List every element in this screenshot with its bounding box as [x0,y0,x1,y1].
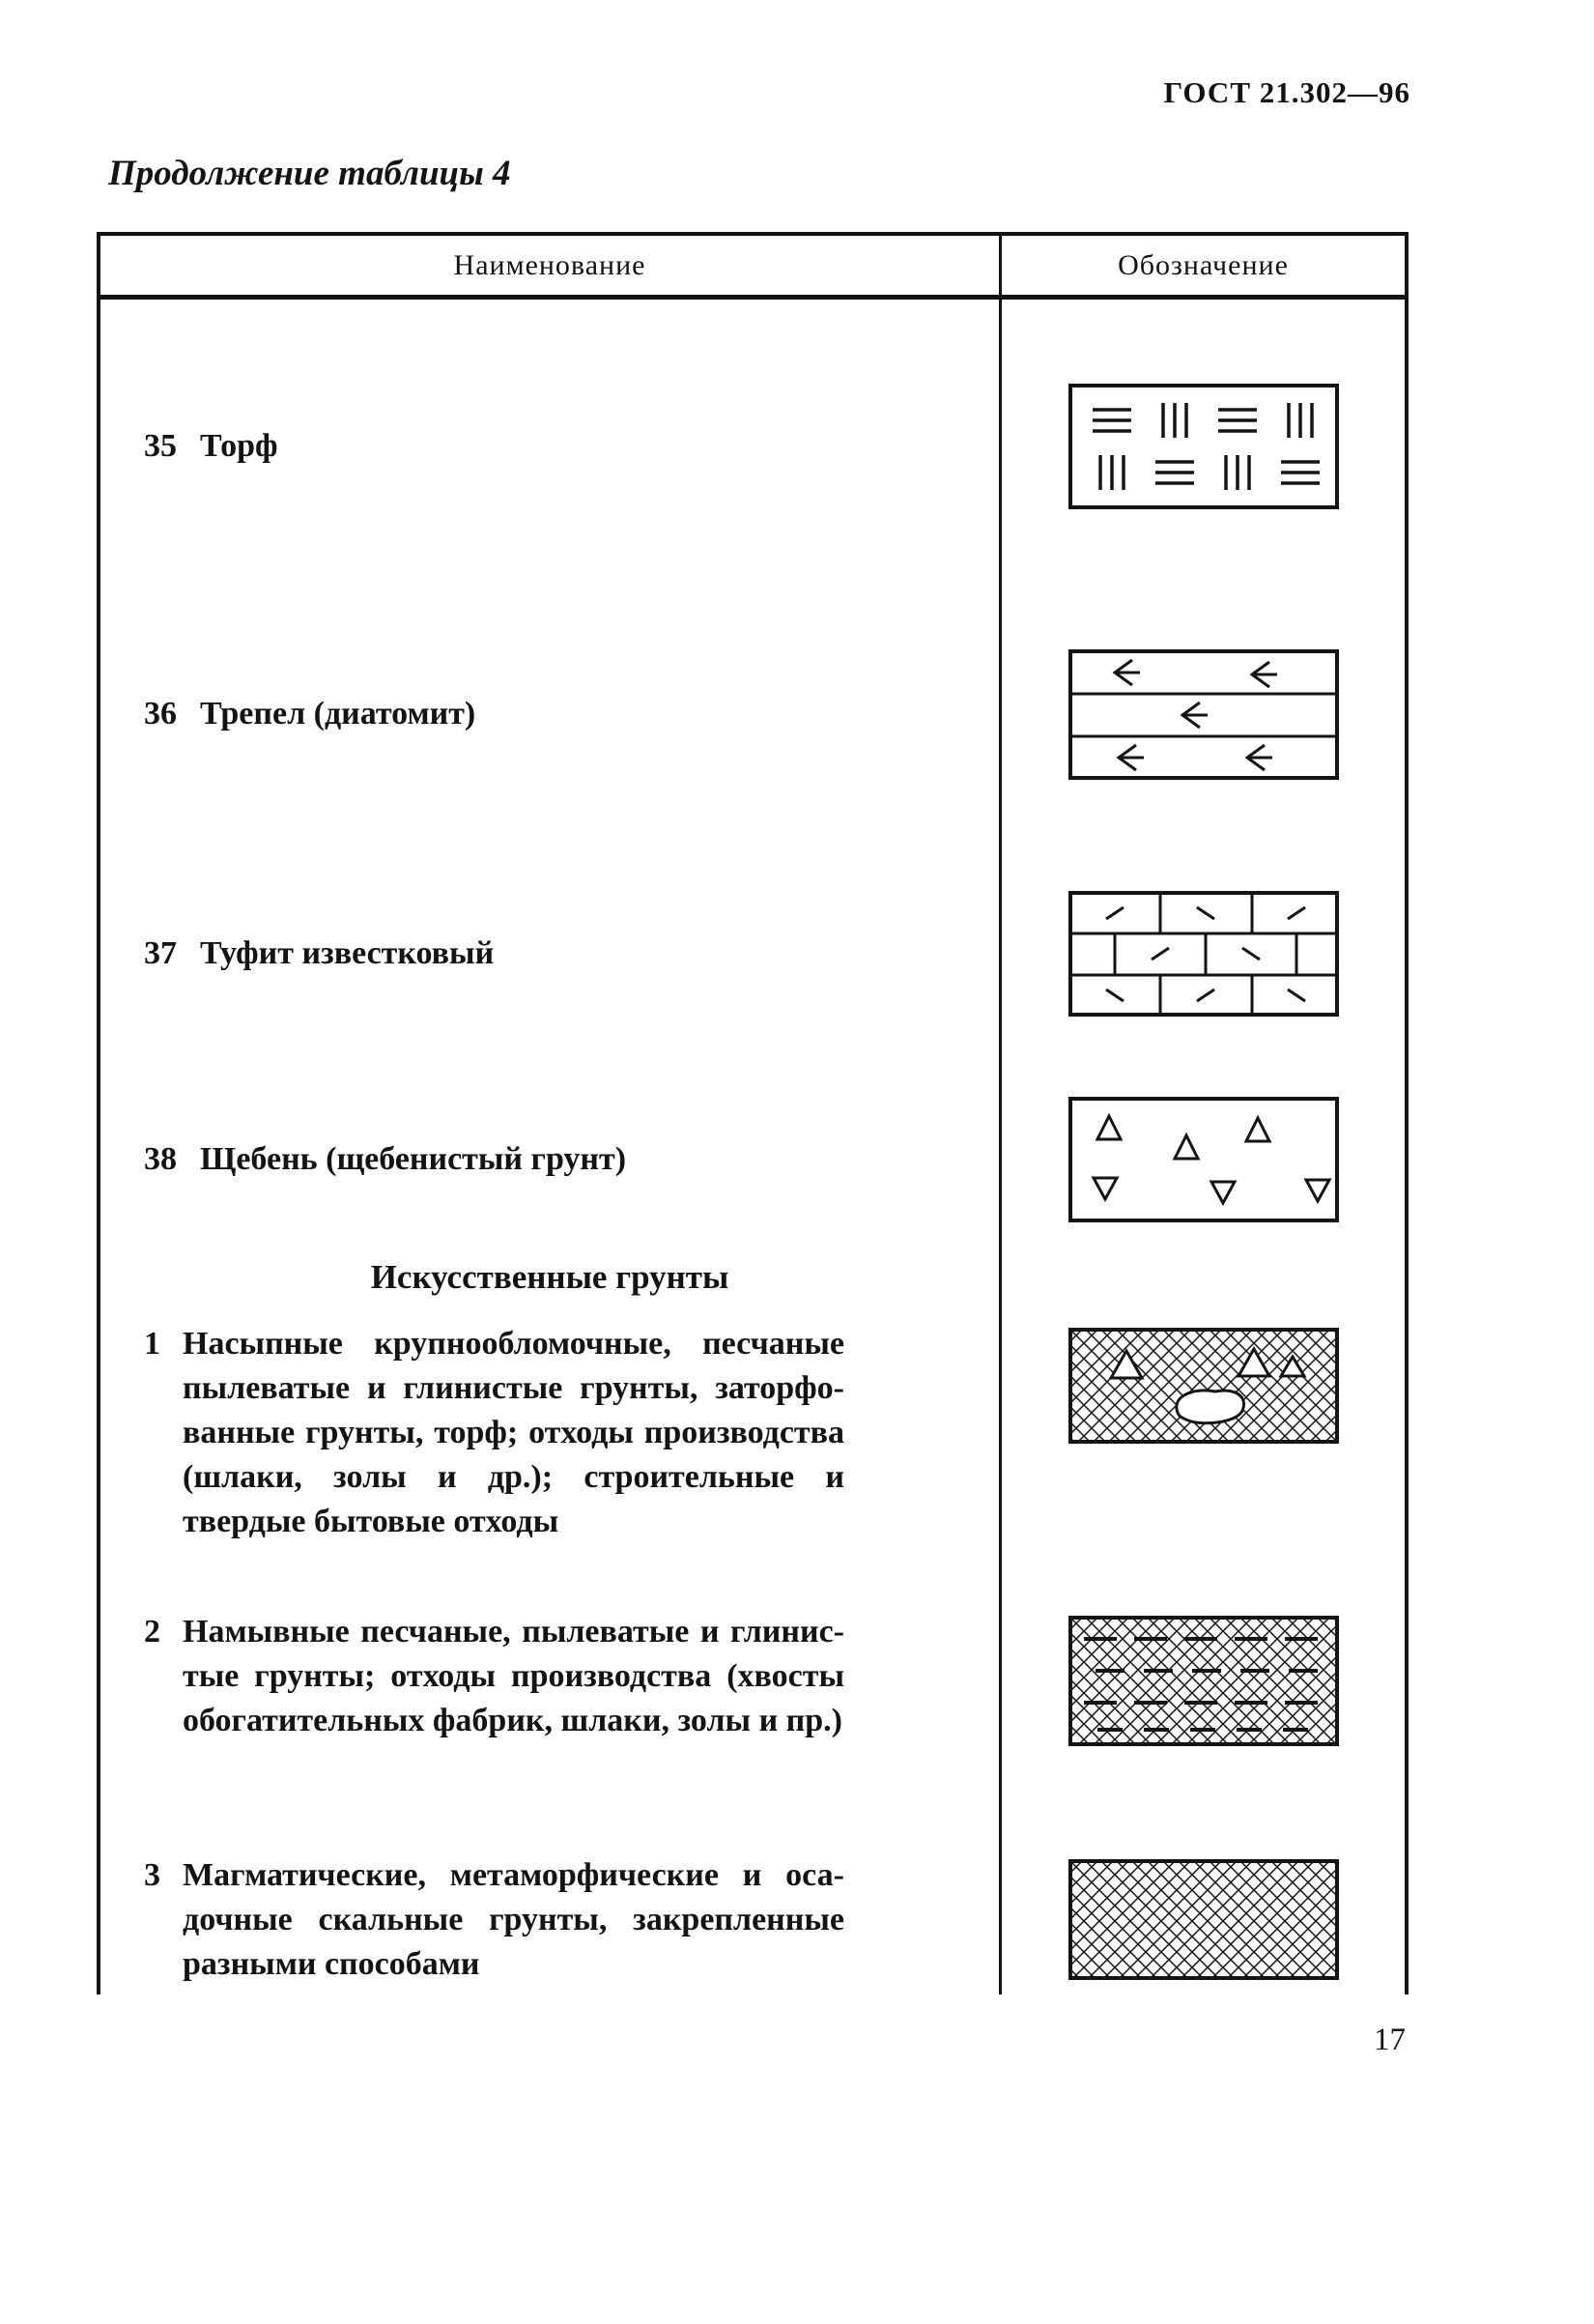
row-name-cell [100,1840,999,1994]
row-number: 35 [144,428,177,464]
symbols-table [97,232,1409,1994]
table-row-peat [100,300,1405,593]
table-row-fill-soil [100,1308,1405,1596]
row-name: Трепел (диатомит) [200,696,476,732]
row-name: Магматические, метаморфические и осадочные скальные грунты, закрепленные разными способами [183,1857,844,1982]
artificial-fill-soil-symbol-icon [1068,1328,1339,1444]
row-symbol-cell [999,593,1405,835]
row-number: 36 [144,696,177,732]
row-number: 3 [144,1857,160,1893]
alluvial-soil-symbol-icon [1068,1616,1339,1746]
row-symbol-cell [999,1840,1405,1994]
row-name-cell [100,1073,999,1247]
row-name-cell [100,835,999,1073]
row-name: Торф [200,428,278,464]
row-number: 38 [144,1141,177,1177]
reinforced-rock-symbol-icon [1068,1859,1339,1980]
table-caption: Продолжение таблицы 4 [108,154,511,193]
table-row-diatomite [100,593,1405,835]
row-symbol-cell [999,1596,1405,1840]
row-name-cell [100,1596,999,1840]
row-name: Туфит известковый [200,935,495,971]
row-name: Насыпные крупнообломочные, песчаные пылеватые и глинистые грунты, заторфованные грунты, торф; отходы производства (шлаки, золы и др.); строительные и твердые бытовые отходы [183,1326,844,1539]
table-row-crushed-stone [100,1073,1405,1247]
table-row-tuffite [100,835,1405,1073]
row-number: 2 [144,1614,160,1650]
column-header-name: Наименование [453,248,646,281]
peat-symbol-icon [1068,384,1339,509]
row-symbol-cell [999,300,1405,593]
row-name-cell [100,1308,999,1596]
row-symbol-cell [999,835,1405,1073]
row-name-cell [100,593,999,835]
row-name: Намывные песчаные, пылеватые и глинистые грунты; отходы производства (хвосты обогатительных фабрик, шлаки, золы и пр.) [183,1614,844,1738]
row-number: 1 [144,1326,160,1362]
column-header-symbol: Обозначение [999,236,1405,295]
section-title: Искусственные грунты [370,1258,729,1296]
crushed-stone-symbol-icon [1068,1097,1339,1222]
row-symbol-cell [999,1073,1405,1247]
table-row-reinforced-rock [100,1840,1405,1994]
row-number: 37 [144,935,177,971]
page-number: 17 [1374,2023,1406,2057]
row-name: Щебень (щебенистый грунт) [200,1141,627,1177]
diatomite-symbol-icon [1068,649,1339,780]
table-header-row [100,236,1405,300]
section-symbol-cell [999,1247,1405,1308]
table-section-row [100,1247,1405,1308]
doc-number: ГОСТ 21.302—96 [1163,75,1410,109]
row-symbol-cell [999,1308,1405,1596]
table-row-alluvial-soil [100,1596,1405,1840]
row-name-cell [100,300,999,593]
calcareous-tuffite-symbol-icon [1068,891,1339,1017]
